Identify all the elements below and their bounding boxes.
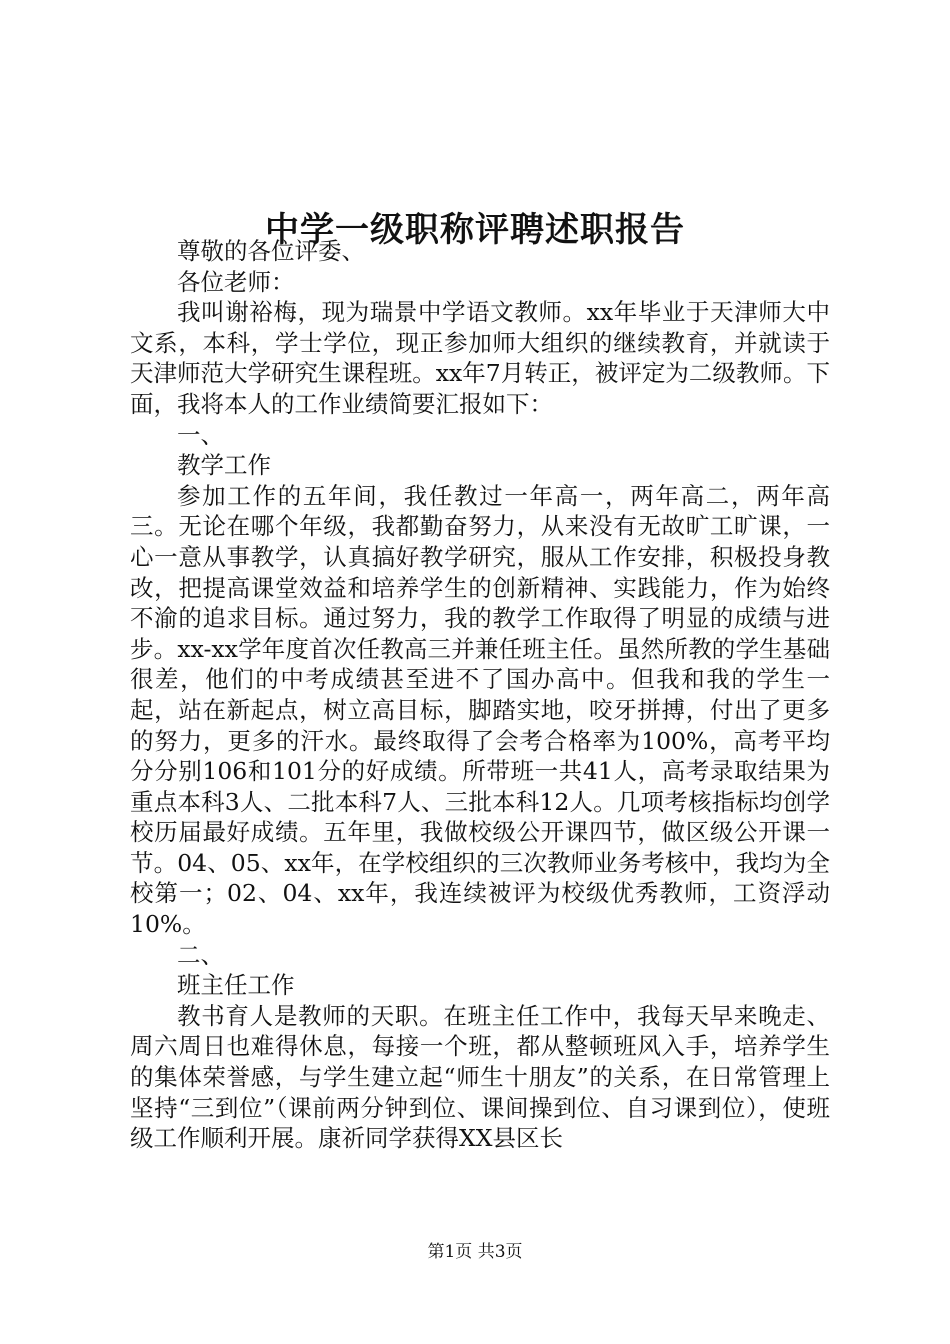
teaching-paragraph: 参加工作的五年间，我任教过一年高一，两年高二，两年高三。无论在哪个年级，我都勤奋努力，从来没有无故旷工旷课，一心一意从事教学，认真搞好教学研究，服从工作安排，积极投身教改，把提高课堂效益和培养学生的创新精神、实践能力，作为始终不渝的追求目标。通过努力，我的教学工作取得了明显的成绩与进步。xx-xx学年度首次任教高三并兼任班主任。虽然所教的学生基础很差，他们的中考成绩甚至进不了国办高中。但我和我的学生一起，站在新起点，树立高目标，脚踏实地，咬牙拼搏，付出了更多的努力，更多的汗水。最终取得了会考合格率为100%，高考平均分分别106和101分的好成绩。所带班一共41人，高考录取结果为重点本科3人、二批本科7人、三批本科12人。几项考核指标均创学校历届最好成绩。五年里，我做校级公开课四节，做区级公开课一节。04、05、xx年，在学校组织的三次教师业务考核中，我均为全校第一；02、04、xx年，我连续被评为校级优秀教师，工资浮动10%。 [130,481,830,939]
section-number-2: 二、 [177,940,224,969]
section-heading-teaching: 教学工作 [177,451,271,480]
section-heading-head-teacher: 班主任工作 [177,971,295,1000]
head-teacher-paragraph: 教书育人是教师的天职。在班主任工作中，我每天早来晚走、周六周日也难得休息，每接一个班，都从整顿班风入手，培养学生的集体荣誉感，与学生建立起“师生十朋友”的关系，在日常管理上坚持“三到位”（课前两分钟到位、课间操到位、自习课到位），使班级工作顺利开展。康祈同学获得XX县区长 [130,1001,830,1153]
salutation-teachers: 各位老师： [177,267,295,296]
intro-paragraph: 我叫谢裕梅，现为瑞景中学语文教师。xx年毕业于天津师大中文系，本科，学士学位，现正参加师大组织的继续教育，并就读于天津师范大学研究生课程班。xx年7月转正，被评定为二级教师。下面，我将本人的工作业绩简要汇报如下： [130,298,830,418]
salutation-judges: 尊敬的各位评委、 [177,237,365,265]
section-number-1: 一、 [177,420,224,449]
document-body [130,236,830,1154]
page-footer: 第1页 共3页 [427,1242,523,1262]
document-title: 中学一级职称评聘述职报告 [265,209,685,250]
